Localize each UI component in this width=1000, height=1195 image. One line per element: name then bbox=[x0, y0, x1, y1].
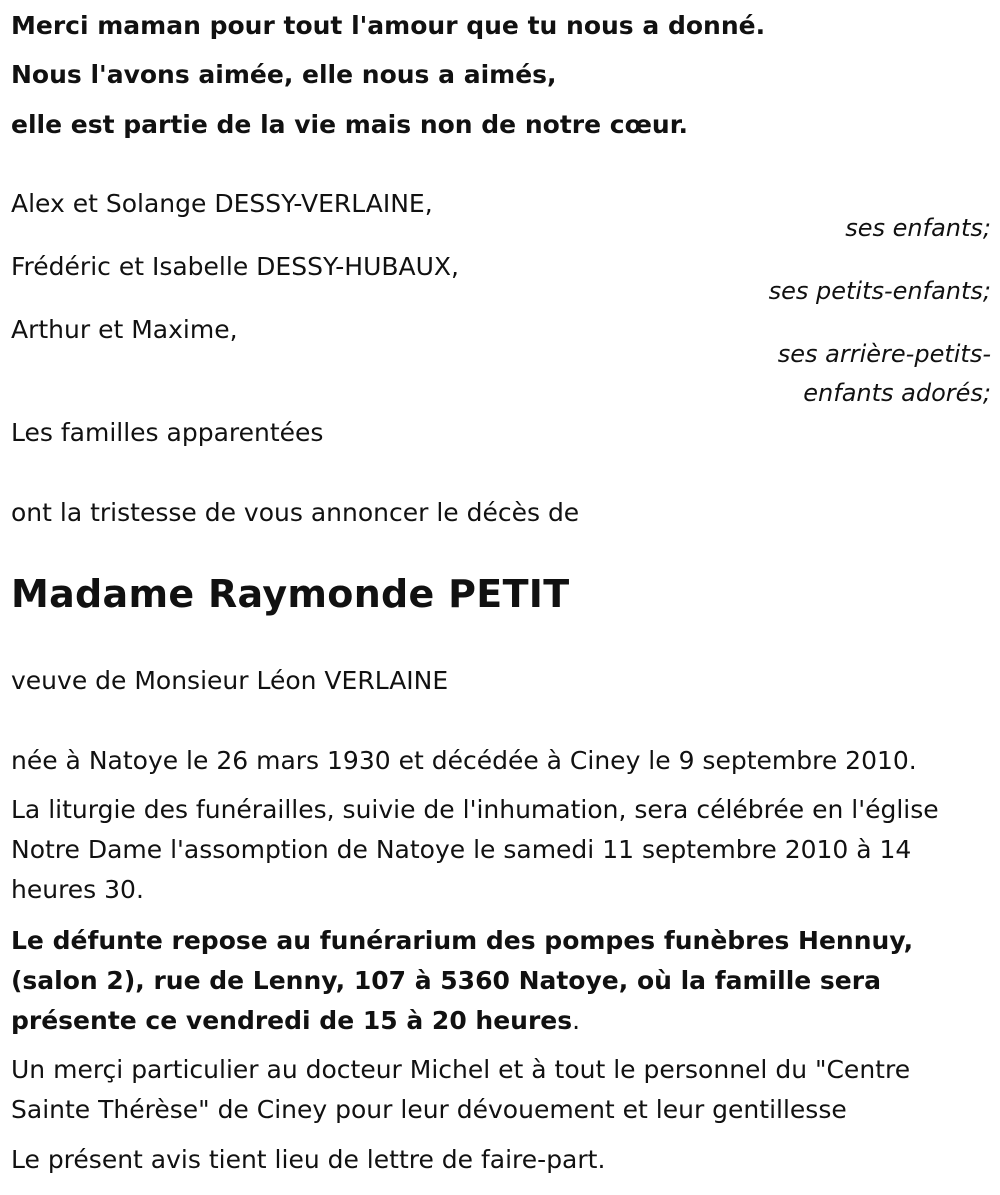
deceased-name: Madame Raymonde PETIT bbox=[11, 572, 570, 616]
family-grandchildren-names: Frédéric et Isabelle DESSY-HUBAUX, bbox=[11, 252, 459, 281]
thanks-paragraph: Un merçi particulier au docteur Michel et à tout le personnel du "Centre Sainte Thérèse" de Ciney pour leur dévouement et leur gentillesse bbox=[11, 1055, 911, 1124]
epitaph-line-3: elle est partie de la vie mais non de notre cœur. bbox=[11, 110, 688, 139]
relatives: Les familles apparentées bbox=[11, 418, 324, 447]
obituary-notice bbox=[11, 0, 991, 1195]
birth-death: née à Natoye le 26 mars 1930 et décédée à Ciney le 9 septembre 2010. bbox=[11, 746, 917, 775]
family-great-grandchildren-names: Arthur et Maxime, bbox=[11, 315, 238, 344]
family-great-grandchildren-role-line-1: ses arrière-petits- bbox=[777, 340, 991, 368]
visitation-end: . bbox=[572, 1006, 581, 1035]
family-children-role: ses enfants; bbox=[845, 214, 991, 242]
announcement: ont la tristesse de vous annoncer le décès de bbox=[11, 498, 580, 527]
epitaph-line-1: Merci maman pour tout l'amour que tu nous a donné. bbox=[11, 11, 766, 40]
closing-line: Le présent avis tient lieu de lettre de faire-part. bbox=[11, 1145, 606, 1174]
widow-of: veuve de Monsieur Léon VERLAINE bbox=[11, 666, 449, 695]
family-great-grandchildren-role-line-2: enfants adorés; bbox=[803, 379, 991, 407]
visitation-paragraph bbox=[11, 921, 991, 1041]
liturgy-paragraph: La liturgie des funérailles, suivie de l'inhumation, sera célébrée en l'église Notre Dame l'assomption de Natoye le samedi 11 septembre 2010 à 14 heures 30. bbox=[11, 795, 939, 904]
epitaph-line-2: Nous l'avons aimée, elle nous a aimés, bbox=[11, 60, 557, 89]
family-children-names: Alex et Solange DESSY-VERLAINE, bbox=[11, 189, 433, 218]
family-grandchildren-role: ses petits-enfants; bbox=[768, 277, 991, 305]
visitation-bold-text: Le défunte repose au funérarium des pompes funèbres Hennuy, (salon 2), rue de Lenny, 107 à 5360 Natoye, où la famille sera présente ce vendredi de 15 à 20 heures bbox=[11, 926, 914, 1035]
